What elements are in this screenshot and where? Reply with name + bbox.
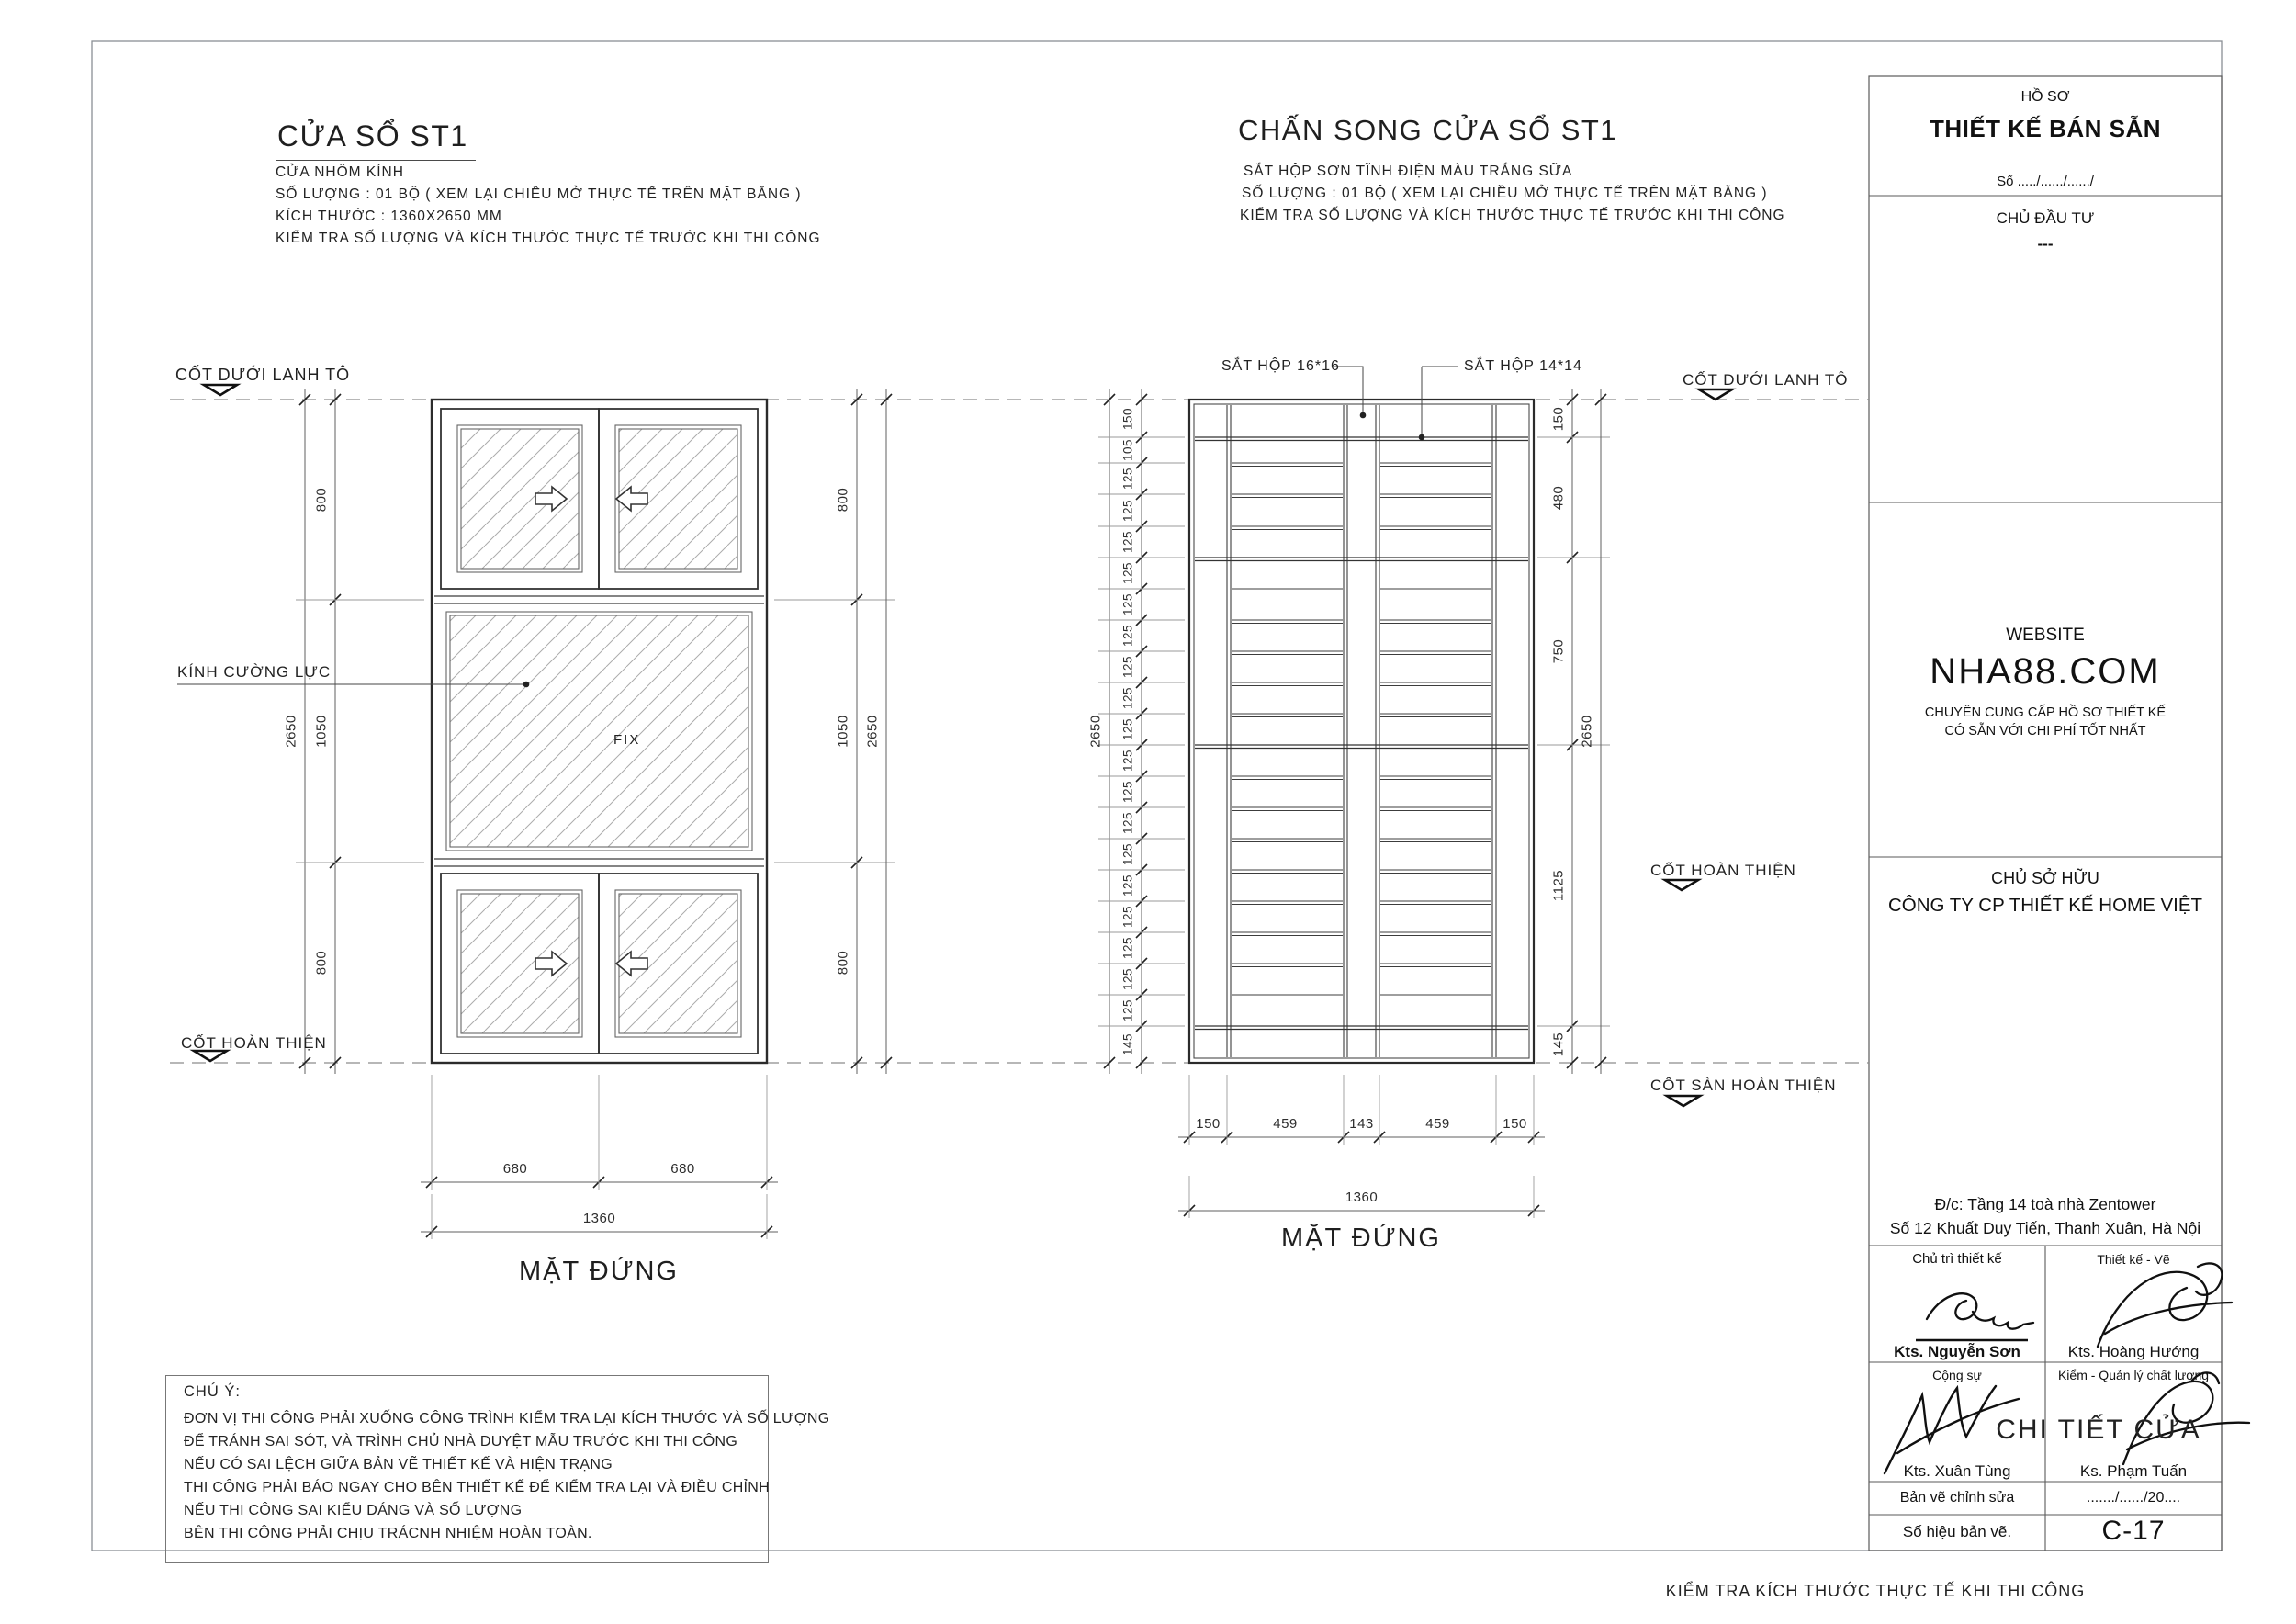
dim-label: 480 (1550, 485, 1567, 510)
titleblock-chu-dau-tu-value: --- (2037, 235, 2054, 253)
notes-line: ĐỂ TRÁNH SAI SÓT, VÀ TRÌNH CHỦ NHÀ DUYỆT MẪU TRƯỚC KHI THI CÔNG (184, 1434, 738, 1449)
label-kinh-cuong-luc: KÍNH CƯỜNG LỰC (177, 663, 332, 681)
dim-label: 125 (1120, 905, 1135, 929)
notes-line: BÊN THI CÔNG PHẢI CHỊU TRÁCNH NHIỆM HOÀN TOÀN. (184, 1526, 592, 1541)
window-spec-line: KÍCH THƯỚC : 1360X2650 MM (276, 209, 502, 224)
bottom-caption: KIỂM TRA KÍCH THƯỚC THỰC TẾ KHI THI CÔNG (1665, 1582, 2086, 1600)
titleblock-revision-value: ......./....../20.... (2086, 1490, 2181, 1506)
dim-label: 750 (1550, 638, 1567, 664)
dim-label: 125 (1120, 717, 1135, 741)
titleblock-company: CÔNG TY CP THIẾT KẾ HOME VIỆT (1887, 895, 2203, 916)
level-label-san-hoan-thien: CỐT SÀN HOÀN THIỆN (1650, 1077, 1837, 1094)
dim-label: 800 (313, 487, 330, 513)
dim-label: 143 (1349, 1116, 1374, 1132)
titleblock-chu-dau-tu: CHỦ ĐẦU TƯ (1996, 209, 2095, 227)
titleblock-role-chu-tri: Chủ trì thiết kế (1912, 1251, 2002, 1267)
grille-spec-line: SỐ LƯỢNG : 01 BỘ ( XEM LẠI CHIỀU MỞ THỰC TẾ TRÊN MẶT BẰNG ) (1242, 186, 1768, 201)
titleblock-drawing-title: CHI TIẾT CỬA (1996, 1415, 2201, 1445)
window-title-underline (276, 160, 476, 161)
window-title: CỬA SỔ ST1 (277, 119, 468, 152)
dim-label: 125 (1120, 998, 1135, 1022)
titleblock-website-desc: CHUYÊN CUNG CẤP HỒ SƠ THIẾT KẾ (1924, 705, 2167, 720)
titleblock-title: THIẾT KẾ BÁN SẴN (1929, 115, 2162, 142)
dim-label: 150 (1196, 1116, 1221, 1132)
dim-label: 680 (502, 1161, 528, 1177)
dim-label: 459 (1425, 1116, 1450, 1132)
dim-label: 2650 (283, 715, 299, 748)
titleblock-role-thiet-ke: Thiết kế - Vẽ (2097, 1252, 2170, 1267)
dim-label: 125 (1120, 842, 1135, 866)
titleblock-sheet-no: C-17 (2101, 1516, 2166, 1546)
dim-label: 150 (1120, 407, 1135, 430)
dim-label: 1050 (835, 715, 851, 748)
dim-label: 1360 (582, 1211, 616, 1226)
level-label-lanh-to-right: CỐT DƯỚI LANH TÔ (1683, 371, 1849, 389)
dim-label: 145 (1550, 1032, 1567, 1057)
dim-label: 125 (1120, 655, 1135, 679)
dim-label: 800 (313, 950, 330, 976)
dim-label: 680 (670, 1161, 695, 1177)
titleblock-name-xuan-tung: Kts. Xuân Tùng (1903, 1462, 2011, 1480)
dim-label: 125 (1120, 624, 1135, 648)
dim-label: 125 (1120, 592, 1135, 616)
titleblock-role-cong-su: Cộng sự (1932, 1368, 1982, 1382)
titleblock-chu-so-huu: CHỦ SỞ HỮU (1991, 869, 2099, 887)
elevation-title-grille: MẶT ĐỨNG (1281, 1224, 1441, 1253)
dim-label: 125 (1120, 499, 1135, 522)
titleblock-sheet-no-label: Số hiệu bản vẽ. (1902, 1523, 2012, 1540)
dim-label: 459 (1273, 1116, 1298, 1132)
notes-line: NẾU THI CÔNG SAI KIỂU DÁNG VÀ SỐ LƯỢNG (184, 1503, 523, 1518)
titleblock-website: NHA88.COM (1930, 651, 2161, 692)
notes-line: ĐƠN VỊ THI CÔNG PHẢI XUỐNG CÔNG TRÌNH KIỂM TRA LẠI KÍCH THƯỚC VÀ SỐ LƯỢNG (184, 1411, 830, 1427)
dim-label: 105 (1120, 438, 1135, 462)
level-label-hoan-thien-right: CỐT HOÀN THIỆN (1650, 862, 1796, 879)
dim-label: 125 (1120, 874, 1135, 897)
dim-label: 125 (1120, 749, 1135, 773)
titleblock-name-pham-tuan: Ks. Phạm Tuấn (2079, 1462, 2188, 1480)
titleblock-name-nguyen-son: Kts. Nguyễn Sơn (1894, 1343, 2020, 1360)
titleblock-address: Số 12 Khuất Duy Tiến, Thanh Xuân, Hà Nội (1889, 1219, 2201, 1237)
level-label-lanh-to-left: CỐT DƯỚI LANH TÔ (175, 366, 351, 384)
label-sat-hop-14: SẮT HỘP 14*14 (1464, 358, 1582, 374)
dim-label: 125 (1120, 780, 1135, 804)
dim-label: 150 (1550, 406, 1567, 431)
titleblock-address: Đ/c: Tầng 14 toà nhà Zentower (1934, 1195, 2156, 1213)
dim-label: 1125 (1550, 869, 1567, 902)
window-spec-line: SỐ LƯỢNG : 01 BỘ ( XEM LẠI CHIỀU MỞ THỰC TẾ TRÊN MẶT BẰNG ) (276, 186, 802, 202)
titleblock-website-desc: CÓ SẴN VỚI CHI PHÍ TỐT NHẤT (1944, 724, 2146, 739)
titleblock-ho-so: HỒ SƠ (2020, 89, 2070, 105)
dim-label: 125 (1120, 561, 1135, 585)
titleblock-name-hoang-huong: Kts. Hoàng Hướng (2067, 1343, 2200, 1360)
titleblock-revision-label: Bản vẽ chỉnh sửa (1899, 1490, 2015, 1506)
dim-label: 125 (1120, 967, 1135, 991)
dim-label: 1360 (1345, 1190, 1379, 1205)
grille-spec-line: KIỂM TRA SỐ LƯỢNG VÀ KÍCH THƯỚC THỰC TẾ TRƯỚC KHI THI CÔNG (1240, 208, 1785, 223)
label-sat-hop-16: SẮT HỘP 16*16 (1221, 358, 1340, 374)
level-label-hoan-thien-left: CỐT HOÀN THIỆN (181, 1034, 327, 1052)
dim-label: 150 (1503, 1116, 1527, 1132)
notes-title: CHÚ Ý: (184, 1383, 241, 1400)
dim-label: 1050 (313, 715, 330, 748)
notes-line: NẾU CÓ SAI LỆCH GIỮA BẢN VẼ THIẾT KẾ VÀ HIỆN TRẠNG (184, 1457, 613, 1472)
notes-line: THI CÔNG PHẢI BÁO NGAY CHO BÊN THIẾT KẾ ĐỂ KIỂM TRA LẠI VÀ ĐIỀU CHỈNH (184, 1480, 771, 1495)
dim-label: 2650 (864, 715, 881, 748)
dim-label: 125 (1120, 686, 1135, 710)
dim-label: 800 (835, 950, 851, 976)
dim-label: 125 (1120, 467, 1135, 491)
grille-spec-line: SẮT HỘP SƠN TĨNH ĐIỆN MÀU TRẮNG SỮA (1244, 164, 1573, 179)
elevation-title-window: MẶT ĐỨNG (519, 1257, 679, 1286)
label-fix: FIX (613, 732, 641, 748)
dim-label: 2650 (1087, 715, 1104, 748)
titleblock-website-label: WEBSITE (2006, 626, 2085, 645)
grille-title: CHẤN SONG CỬA SỔ ST1 (1238, 114, 1618, 146)
dim-label: 145 (1120, 1032, 1135, 1056)
dim-label: 125 (1120, 936, 1135, 960)
dim-label: 125 (1120, 811, 1135, 835)
titleblock-role-kiem: Kiểm - Quản lý chất lượng (2057, 1368, 2210, 1382)
dim-label: 2650 (1579, 715, 1595, 748)
window-spec-line: CỬA NHÔM KÍNH (276, 164, 404, 180)
dim-label: 800 (835, 487, 851, 513)
window-spec-line: KIỂM TRA SỐ LƯỢNG VÀ KÍCH THƯỚC THỰC TẾ TRƯỚC KHI THI CÔNG (276, 231, 821, 246)
dim-label: 125 (1120, 530, 1135, 554)
titleblock-so: Số ...../....../....../ (1997, 174, 2094, 189)
